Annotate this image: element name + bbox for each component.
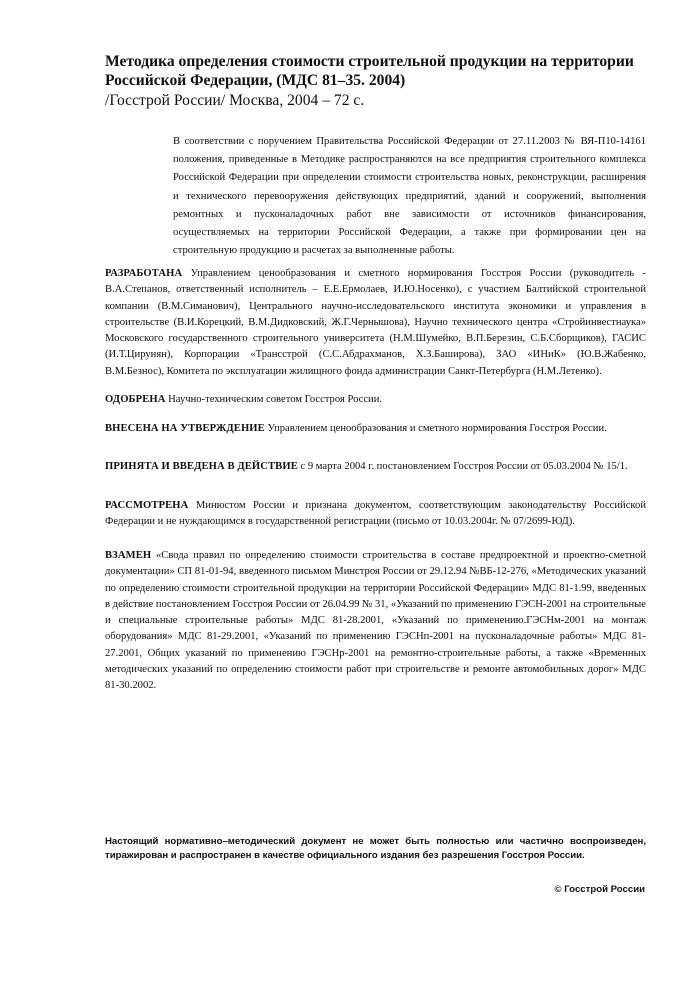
section-heading: ОДОБРЕНА [105, 394, 166, 405]
section-rassmotrena [105, 498, 646, 531]
section-text: «Свода правил по определению стоимости строительства в составе предпроектной и проектно-сметной документации» СП 81-01-94, введенного письмом Минстроя России от 29.12.94 №ВБ-12-276, «Методических указаний по определению стоимости строительной продукции на территории Российской Федерации» МДС 81-1.99, введенных в действие постановлением Госстроя России от 26.04.99 № 31, «Указаний по применению ГЭСН-2001 на строительные и специальные строительные работы» МДС 81-28.2001, «Указаний по применению.ГЭСНм-2001 на монтаж оборудования» МДС 81-29.2001, «Указаний по применению ГЭСНп-2001 на пусконаладочные работы» МДС 81-27.2001, Общих указаний по применению ГЭСНр-2001 на ремонтно-строительные работы, а также «Временных методических указаний по определению стоимости работ при строительстве и ремонте автомобильных дорог» МДС 81-30.2002. [105, 550, 646, 692]
section-text: Минюстом России и признана документом, соответствующим законодательству Российской Федерации и не нуждающимся в государственной регистрации (письмо от 10.03.2004г. № 07/2699-ЮД). [105, 500, 646, 528]
section-heading: РАССМОТРЕНА [105, 500, 189, 511]
section-heading: ПРИНЯТА И ВВЕДЕНА В ДЕЙСТВИЕ [105, 461, 298, 472]
section-text: Научно-техническим советом Госстроя России. [165, 394, 383, 405]
document-subtitle: /Госстрой России/ Москва, 2004 – 72 с. [105, 92, 365, 109]
section-odobrena [105, 392, 646, 408]
section-razrabotana [105, 266, 646, 380]
intro-paragraph: В соответствии с поручением Правительства Российской Федерации от 27.11.2003 № ВЯ-П10-14161 положения, приведенные в Методике распространяются на все предприятия строительного комплекса Российской Федерации при определении стоимости строительства новых, реконструкции, расширения и технического перевооружения действующих предприятий, зданий и сооружений, выполнения ремонтных и пусконаладочных работ вне зависимости от источников финансирования, осуществляемых на территории Российской Федерации, а также при формировании цен на строительную продукцию и расчетах за выполненные работы. [173, 136, 646, 257]
section-heading: РАЗРАБОТАНА [105, 268, 183, 279]
section-heading: ВЗАМЕН [105, 550, 152, 561]
section-text: с 9 марта 2004 г. постановлением Госстроя России от 05.03.2004 № 15/1. [297, 461, 628, 472]
document-title: Методика определения стоимости строительной продукции на территории Российской Федерации, (МДС 81–35. 2004) [105, 53, 634, 89]
copyright-mark: © Госстрой России [554, 884, 645, 895]
section-vzamen [105, 548, 646, 695]
section-text: Управлением ценообразования и сметного нормирования Госстроя России. [264, 423, 607, 434]
section-prinyata [105, 459, 646, 475]
section-text: Управлением ценообразования и сметного нормирования Госстроя России (руководитель - В.А.Степанов, ответственный исполнитель – Е.Е.Ермолаев, И.Ю.Носенко), с участием Балтийской строительной компании (В.М.Симанович), Центрального научно-исследовательского института экономики и управления в строительстве (В.И.Корецкий, В.М.Дидковский, Ж.Г.Чернышова), Научно технического центра «Стройинвестнаука» Московского государственного строительного университета (Н.М.Шумейко, В.П.Березин, С.Б.Сборщиков), ГАСИС (И.Т.Цирунян), Корпорации «Трансстрой (С.С.Абдрахманов, Х.З.Баширова), ЗАО «ИНиК» (Ю.В.Жабенко, В.М.Безнос), Комитета по эксплуатации жилищного фонда администрации Санкт-Петербурга (Н.М.Летенко). [105, 268, 646, 377]
copyright-notice: Настоящий нормативно–методический документ не может быть полностью или частично воспроизведен, тиражирован и распространен в качестве официального издания без разрешения Госстроя России. [105, 836, 646, 861]
section-vnesena [105, 421, 646, 437]
section-heading: ВНЕСЕНА НА УТВЕРЖДЕНИЕ [105, 423, 265, 434]
